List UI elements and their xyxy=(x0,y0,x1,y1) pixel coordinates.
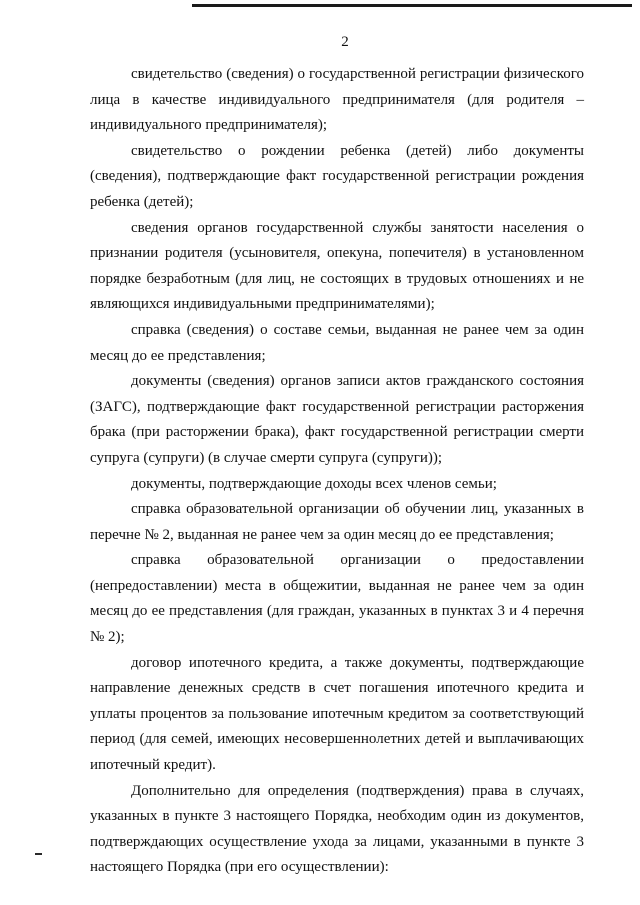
paragraph-additional-care: Дополнительно для определения (подтверждения) права в случаях, указанных в пункте 3 настоящего Порядка, необходим один из документов, подтверждающих осуществление ухода за лицами, указанными в пункте 3 настоящего Порядка (при его осуществлении): xyxy=(90,782,584,876)
document-body xyxy=(90,62,584,881)
margin-mark xyxy=(35,853,42,855)
paragraph-unemployment: сведения органов государственной службы занятости населения о признании родителя (усыновителя, опекуна, попечителя) в установленном порядке безработным (для лиц, не состоящих в трудовых отношениях и не являющихся индивидуальными предпринимателями); xyxy=(90,219,584,313)
paragraph-ip-registration: свидетельство (сведения) о государственной регистрации физического лица в качестве индивидуального предпринимателя (для родителя – индивидуального предпринимателя); xyxy=(90,66,584,134)
paragraph-mortgage-agreement: договор ипотечного кредита, а также документы, подтверждающие направление денежных средств в счет погашения ипотечного кредита и уплаты процентов за пользование ипотечным кредитом за соответствующий период (для семей, имеющих несовершеннолетних детей и выплачивающих ипотечный кредит). xyxy=(90,654,584,774)
paragraph-dormitory-certificate: справка образовательной организации о предоставлении (непредоставлении) места в общежитии, выданная не ранее чем за один месяц до ее представления (для граждан, указанных в пунктах 3 и 4 перечня № 2); xyxy=(90,552,584,646)
paragraph-birth-certificate: свидетельство о рождении ребенка (детей) либо документы (сведения), подтверждающие факт государственной регистрации рождения ребенка (детей); xyxy=(90,142,584,210)
page-number: 2 xyxy=(341,34,349,50)
header-rule xyxy=(192,4,632,7)
paragraph-education-certificate: справка образовательной организации об обучении лиц, указанных в перечне № 2, выданная не ранее чем за один месяц до ее представления; xyxy=(90,501,584,543)
paragraph-family-composition: справка (сведения) о составе семьи, выданная не ранее чем за один месяц до ее представления; xyxy=(90,321,584,364)
paragraph-zags-documents: документы (сведения) органов записи актов гражданского состояния (ЗАГС), подтверждающие факт государственной регистрации расторжения брака (при расторжении брака), факт государственной регистрации смерти супруга (супруги) (в случае смерти супруга (супруги)); xyxy=(90,373,584,466)
paragraph-family-income: документы, подтверждающие доходы всех членов семьи; xyxy=(131,475,497,492)
